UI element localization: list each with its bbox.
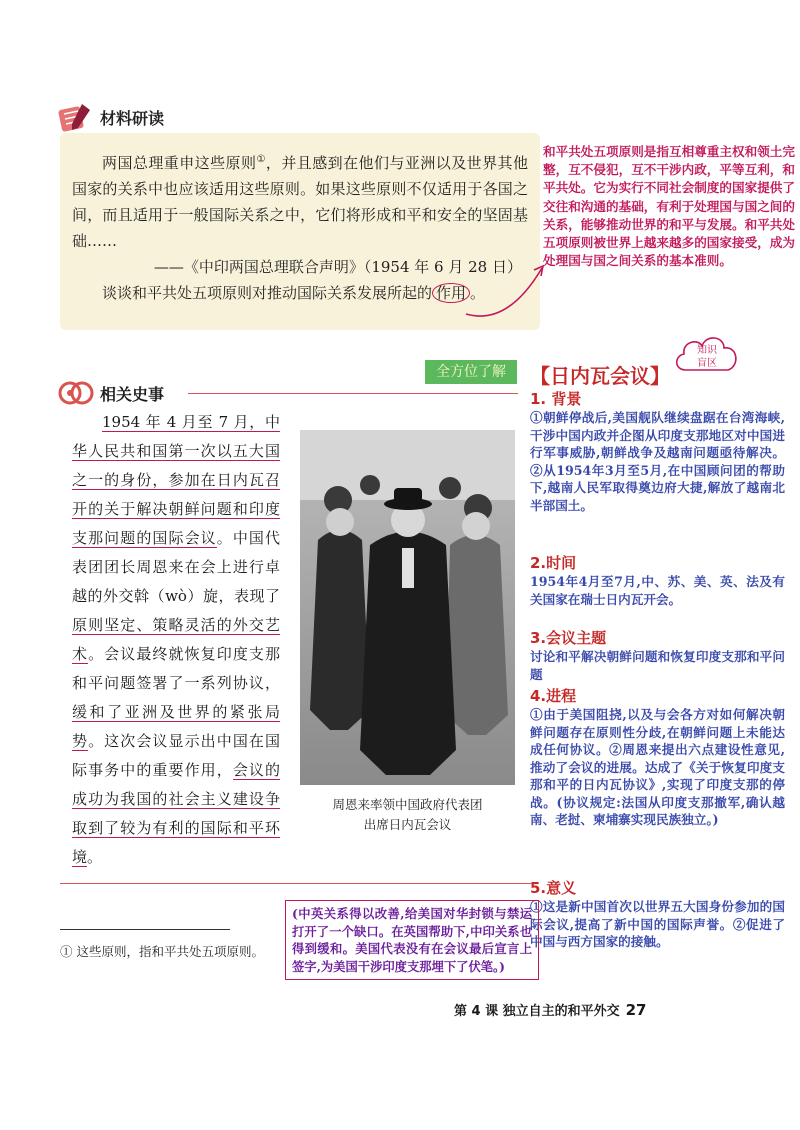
badge-all-around: 全方位了解 xyxy=(425,360,517,384)
photo-caption-line2: 出席日内瓦会议 xyxy=(363,817,452,832)
time-text: 1954年4月至7月,中、苏、美、英、法及有关国家在瑞士日内瓦开会。 xyxy=(530,574,785,607)
history-underline-2: 原则坚定、策略灵活的外交艺术 xyxy=(72,616,280,663)
geneva-conference-photo xyxy=(300,430,515,785)
photo-caption-line1: 周恩来率领中国政府代表团 xyxy=(332,797,483,812)
cloud-text-line2: 盲区 xyxy=(697,358,717,369)
geneva-background xyxy=(530,389,785,514)
meaning-text: ①这是新中国首次以世界五大国身份参加的国际会议,提高了新中国的国际声誉。②促进了中国与西方国家的接触。 xyxy=(530,899,785,949)
material-text xyxy=(72,147,528,306)
history-divider xyxy=(188,393,518,394)
history-segment-9: 。 xyxy=(87,848,103,866)
cloud-text-line1: 知识 xyxy=(697,345,717,356)
background-heading: 1. 背景 xyxy=(530,390,582,408)
notebook-pen-icon xyxy=(58,100,94,134)
related-history-title: 相关史事 xyxy=(100,385,165,404)
history-underline-4: 会议的成功为我国的社会主义建设争取到了较为有利的国际和平环境 xyxy=(72,761,280,866)
history-underline-3: 缓和了亚洲及世界的紧张局势 xyxy=(72,703,280,750)
time-heading: 2.时间 xyxy=(530,554,577,572)
footnote: ① 这些原则，指和平共处五项原则。 xyxy=(60,944,264,959)
annotation-arrow xyxy=(464,262,546,324)
footnote-marker: ① xyxy=(256,154,266,165)
page-footer xyxy=(454,1000,647,1019)
history-scroll-icon xyxy=(58,378,94,408)
knowledge-cloud-icon xyxy=(672,330,742,382)
material-question-end: 。 xyxy=(470,284,486,302)
history-segment-3: 。中国代表团团长周恩来在会上进行卓越的外交斡（wò）旋，表现了 xyxy=(72,529,280,605)
material-question-start: 谈谈和平共处五项原则对推动国际关系发展所起的 xyxy=(102,284,433,302)
footnote-rule xyxy=(60,929,230,930)
theme-text: 讨论和平解决朝鲜问题和恢复印度支那和平问题 xyxy=(530,649,785,682)
meaning-heading: 5.意义 xyxy=(530,879,577,897)
process-heading: 4.进程 xyxy=(530,687,577,705)
geneva-conference-title: 【日内瓦会议】 xyxy=(530,364,670,388)
section-divider xyxy=(60,883,532,884)
history-underline-1: 中华人民共和国第一次以五大国之一的身份，参加在日内瓦召开的关于解决朝鲜问题和印度支那问题的国际会议 xyxy=(72,413,280,547)
page-number: 27 xyxy=(625,1001,647,1019)
material-source: ——《中印两国总理联合声明》（1954 年 6 月 28 日） xyxy=(153,258,522,276)
history-segment-5: 。会议最终就恢复印度支那和平问题签署了一系列协议， xyxy=(72,645,280,692)
theme-heading: 3.会议主题 xyxy=(530,629,607,647)
process-text: ①由于美国阻挠,以及与会各方对如何解决朝鲜问题存在原则性分歧,在朝鲜问题上未能达成任何协议。②周恩来提出六点建设性意见,推动了会议的进展。达成了《关于恢复印度支那和平的日内瓦协议》,实现了印度支那的停战。(协议规定:法国从印度支那撤军,确认越南、老挝、柬埔寨实现民族独立。) xyxy=(530,707,785,827)
material-reading-title: 材料研读 xyxy=(100,109,165,128)
sino-british-note: (中英关系得以改善,给美国对华封锁与禁运打开了一个缺口。在英国帮助下,中印关系也得到缓和。美国代表没有在会议最后宣言上签字,为美国干涉印度支那埋下了伏笔。) xyxy=(285,900,539,980)
material-paragraph-start: 两国总理重申这些原则 xyxy=(102,154,257,172)
geneva-theme xyxy=(530,628,785,683)
geneva-meaning xyxy=(530,878,785,951)
geneva-time xyxy=(530,553,785,608)
photo-caption xyxy=(300,795,515,835)
circled-word: 作用 xyxy=(432,283,470,303)
history-date: 1954 年 4 月至 7 月， xyxy=(102,413,265,431)
background-text: ①朝鲜停战后,美国舰队继续盘踞在台湾海峡,干涉中国内政并企图从印度支那地区对中国进行军事威胁,朝鲜战争及越南问题亟待解决。②从1954年3月至5月,在中国顾问团的帮助下,越南人民军取得奠边府大捷,解放了越南北半部国土。 xyxy=(530,410,785,513)
geneva-process xyxy=(530,686,785,829)
lesson-title: 第 4 课 独立自主的和平外交 xyxy=(454,1004,620,1019)
material-paragraph-end: ，并且感到在他们与亚洲以及世界其他国家的关系中也应该适用这些原则。如果这些原则不仅适用于各国之间，而且适用于一般国际关系之中，它们将形成和平和安全的坚固基础…… xyxy=(72,154,528,250)
history-text xyxy=(72,408,280,872)
history-segment-7: 。这次会议显示出中国在国际事务中的重要作用， xyxy=(72,732,280,779)
five-principles-note: 和平共处五项原则是指互相尊重主权和领土完整，互不侵犯，互不干涉内政，平等互利，和平共处。它为实行不同社会制度的国家提供了交往和沟通的基础，有利于处理国与国之间的关系，能够推动世界的和平与发展。和平共处五项原则被世界上越来越多的国家接受，成为处理国与国之间关系的基本准则。 xyxy=(543,144,795,269)
